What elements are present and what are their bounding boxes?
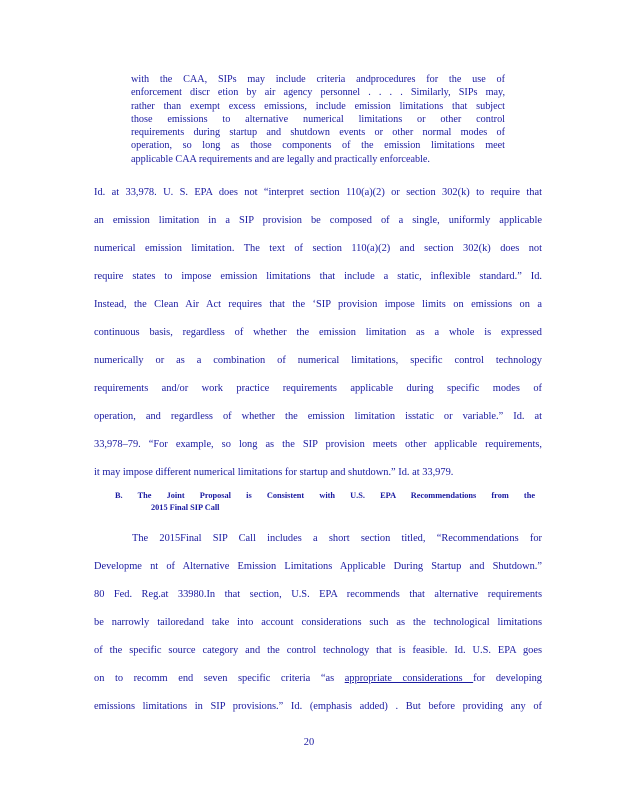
section-heading bbox=[115, 490, 535, 514]
heading-line: 2015 Final SIP Call bbox=[151, 503, 220, 512]
quote-line: with the CAA, SIPs may include criteria andprocedures for the use of bbox=[131, 74, 505, 85]
underlined-emphasis: appropriate considerations bbox=[344, 673, 474, 684]
paragraph-line: continuous basis, regardless of whether the emission limitation as a whole is expressed bbox=[94, 327, 542, 338]
paragraph-line: require states to impose emission limitations that include a static, inflexible standard.” Id. bbox=[94, 271, 542, 282]
paragraph-line: 33,978–79. “For example, so long as the SIP provision meets other applicable requirements, bbox=[94, 439, 542, 450]
paragraph-line bbox=[94, 665, 542, 693]
page-number: 20 bbox=[303, 737, 315, 748]
paragraph-line: 80 Fed. Reg.at 33980.In that section, U.S. EPA recommends that alternative requirements bbox=[94, 589, 542, 600]
paragraph-line: requirements and/or work practice requirements applicable during specific modes of bbox=[94, 383, 542, 394]
paragraph-line: operation, and regardless of whether the emission limitation isstatic or variable.” Id. at bbox=[94, 411, 542, 422]
paragraph-line: Instead, the Clean Air Act requires that the ‘SIP provision impose limits on emissions on a bbox=[94, 299, 542, 310]
paragraph-line: an emission limitation in a SIP provision be composed of a single, uniformly applicable bbox=[94, 215, 542, 226]
paragraph-line: numerical emission limitation. The text of section 110(a)(2) and section 302(k) does not bbox=[94, 243, 542, 254]
quote-line: requirements during startup and shutdown events or other normal modes of bbox=[131, 127, 505, 139]
paragraph-line: it may impose different numerical limitations for startup and shutdown.” Id. at 33,979. bbox=[94, 467, 454, 478]
quote-line: enforcement discr etion by air agency personnel . . . . Similarly, SIPs may, bbox=[131, 87, 505, 99]
paragraph-line: Developme nt of Alternative Emission Limitations Applicable During Startup and Shutdown.” bbox=[94, 561, 542, 572]
text-segment: on to recomm end seven specific criteria “as bbox=[94, 673, 345, 684]
paragraph-line: of the specific source category and the control technology that is feasible. Id. U.S. EPA goes bbox=[94, 645, 542, 656]
paragraph-line: The 2015Final SIP Call includes a short section titled, “Recommendations for bbox=[132, 533, 542, 544]
quote-line: those emissions to alternative numerical limitations or other control bbox=[131, 113, 505, 125]
paragraph-2 bbox=[94, 525, 542, 721]
quote-line: operation, so long as those components of the emission limitations meet bbox=[131, 140, 505, 152]
text-segment: for developing bbox=[473, 673, 543, 684]
quote-line: rather than exempt excess emissions, include emission limitations that subject bbox=[131, 100, 505, 112]
paragraph-1 bbox=[94, 179, 542, 487]
paragraph-line: numerically or as a combination of numerical limitations, specific control technology bbox=[94, 355, 542, 366]
block-quote bbox=[131, 73, 505, 166]
paragraph-line: emissions limitations in SIP provisions.” Id. (emphasis added) . But before providing any of bbox=[94, 701, 542, 712]
heading-line: B. The Joint Proposal is Consistent with U.S. EPA Recommendations from the bbox=[115, 491, 535, 500]
quote-line: applicable CAA requirements and are legally and practically enforceable. bbox=[131, 153, 430, 165]
paragraph-line: Id. at 33,978. U. S. EPA does not “interpret section 110(a)(2) or section 302(k) to require that bbox=[94, 187, 542, 198]
paragraph-line: be narrowly tailoredand take into account considerations such as the technological limitations bbox=[94, 617, 542, 628]
